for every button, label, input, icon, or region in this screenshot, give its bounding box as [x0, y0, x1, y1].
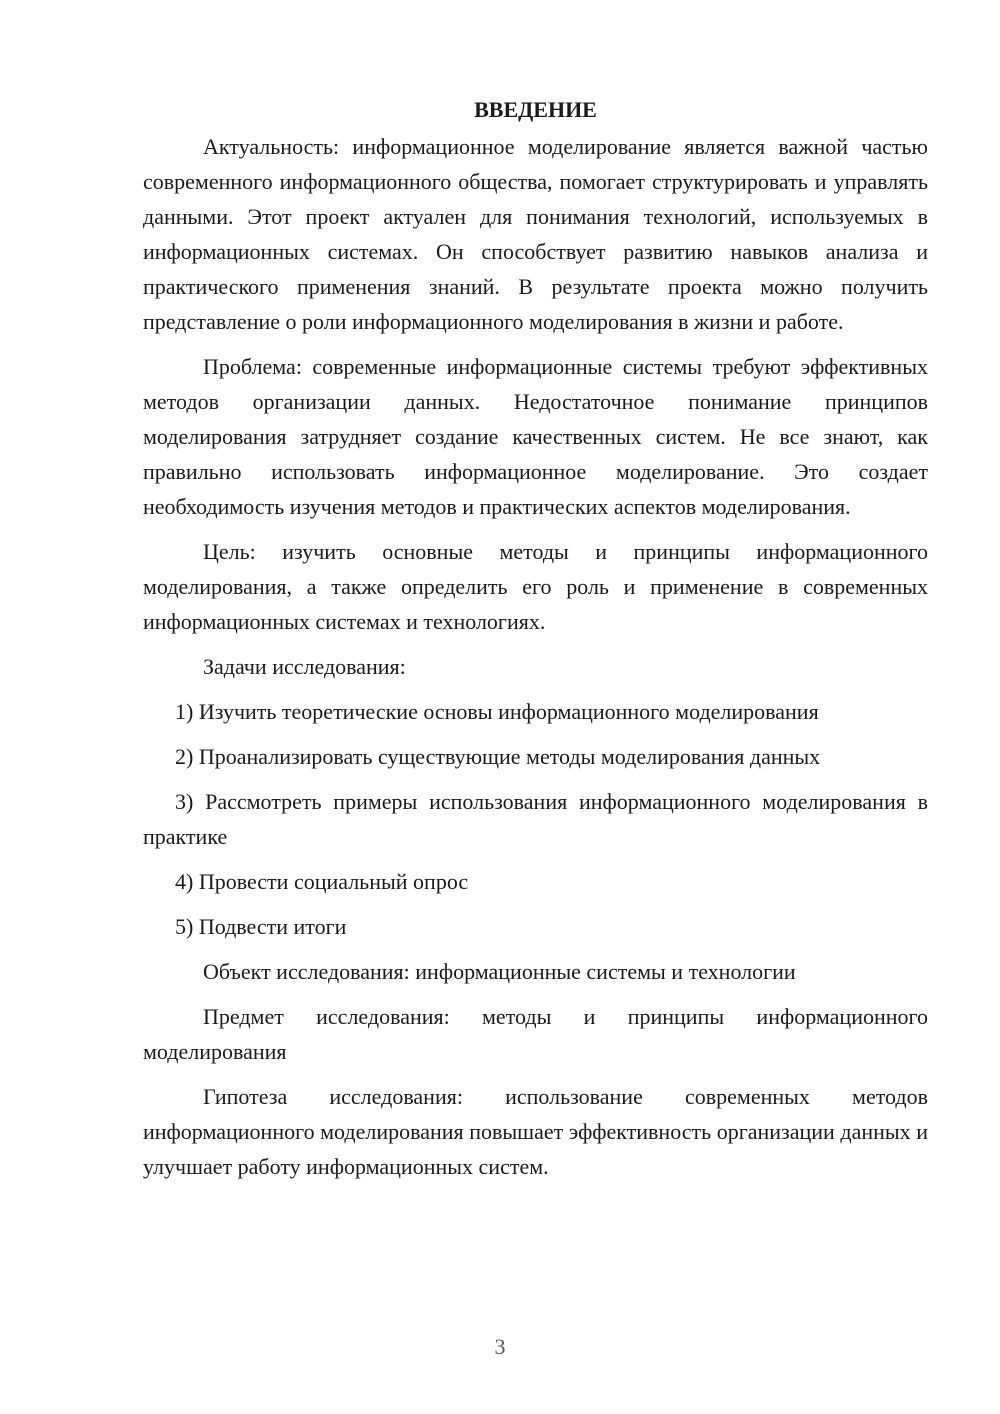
task-item-5: 5) Подвести итоги [175, 914, 347, 939]
paragraph-hypothesis: Гипотеза исследования: использование современных методов информационного моделирования повышает эффективность организации данных и улучшает работу информационных систем. [143, 1084, 928, 1179]
paragraph-relevance: Актуальность: информационное моделирование является важной частью современного информационного общества, помогает структурировать и управлять данными. Этот проект актуален для понимания технологий, используемых в информационных системах. Он способствует развитию навыков анализа и практического применения знаний. В результате проекта можно получить представление о роли информационного моделирования в жизни и работе. [143, 134, 928, 334]
paragraph-subject: Предмет исследования: методы и принципы информационного моделирования [143, 1004, 928, 1064]
section-title: ВВЕДЕНИЕ [474, 97, 597, 122]
page-number: 3 [494, 1334, 506, 1359]
paragraph-problem: Проблема: современные информационные системы требуют эффективных методов организации данных. Недостаточное понимание принципов моделирования затрудняет создание качественных систем. Не все знают, как правильно использовать информационное моделирование. Это создает необходимость изучения методов и практических аспектов моделирования. [143, 354, 928, 519]
document-page [143, 92, 928, 1194]
paragraph-object: Объект исследования: информационные системы и технологии [203, 959, 796, 984]
task-item-2: 2) Проанализировать существующие методы моделирования данных [175, 744, 821, 769]
task-item-1: 1) Изучить теоретические основы информационного моделирования [175, 699, 819, 724]
task-item-4: 4) Провести социальный опрос [175, 869, 469, 894]
task-item-3: 3) Рассмотреть примеры использования информационного моделирования в практике [143, 789, 928, 849]
paragraph-goal: Цель: изучить основные методы и принципы информационного моделирования, а также определить его роль и применение в современных информационных системах и технологиях. [143, 539, 928, 634]
tasks-heading: Задачи исследования: [203, 654, 406, 679]
